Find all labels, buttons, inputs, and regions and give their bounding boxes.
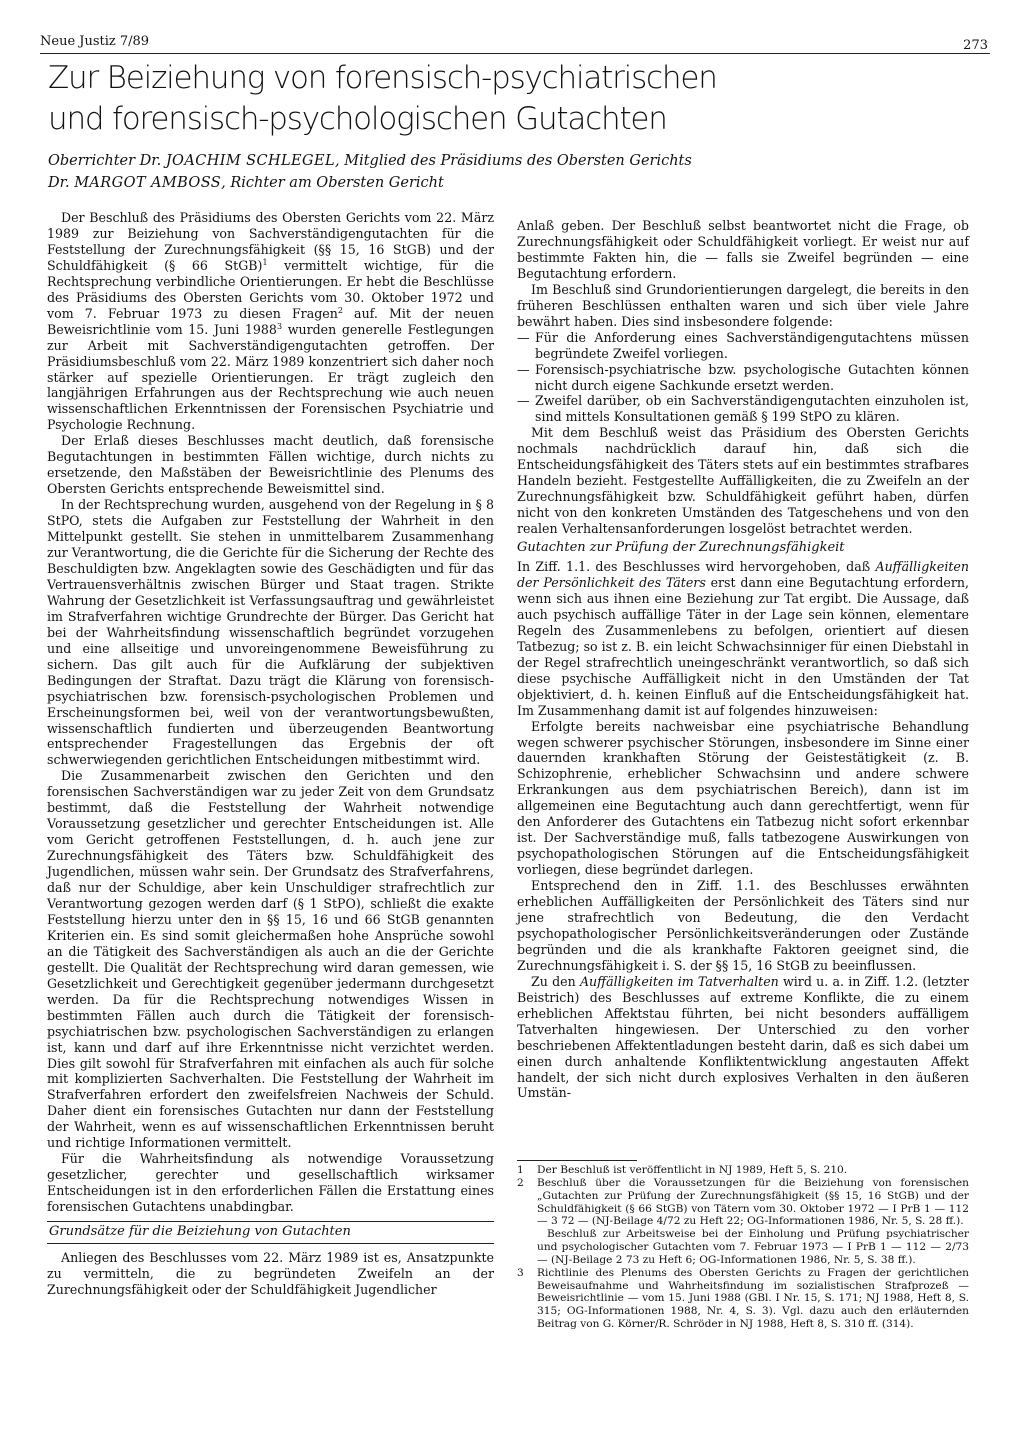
footnote (517, 1267, 969, 1331)
dash-mark: — (517, 329, 530, 345)
footnote (517, 1177, 969, 1228)
footnote (517, 1164, 969, 1177)
paragraph (517, 559, 969, 719)
paragraph-text: auf. Mit der neuen Beweisrichtlinie vom 15. Juni 1988 (47, 305, 494, 337)
dash-mark: — (517, 361, 530, 377)
author-1-name: JOACHIM SCHLEGEL (165, 153, 336, 169)
paragraph-text: Der Beschluß des Präsidiums des Obersten Gerichts vom 22. März 1989 zur Beiziehung von Sachverständigengutachten für die Feststellung der Zurechnungsfähigkeit (§§ 15, 16 StGB) und der Schuldfähigkeit (§ 66 StGB) (47, 210, 494, 273)
footnote-text: Der Beschluß ist veröffentlicht in NJ 1989, Heft 5, S. 210. (537, 1164, 848, 1176)
list-item (517, 330, 969, 362)
emphasis-text: Auffälligkeiten im Tatverhalten (579, 973, 779, 989)
paragraph: Anlaß geben. Der Beschluß selbst beantwortet nicht die Frage, ob Zurechnungsfähigkeit oder Schuldfähigkeit vorliegt. Er weist nur auf bestimmte Fakten hin, die — falls sie Zweifel begründen — eine Begutachtung erfordern. (517, 218, 969, 281)
footnote-rule (517, 1160, 637, 1161)
author-1 (48, 150, 968, 172)
footnote-ref: 2 (337, 305, 343, 315)
paragraph (47, 210, 494, 433)
paragraph: Erfolgte bereits nachweisbar eine psychiatrische Behandlung wegen schwerer psychischer Störungen, insbesondere im Sinne einer dauernden krankhaften Störung der Geistestätigkeit (z. B. Schizophrenie, erheblicher Schwachsinn und andere schwere Erkrankungen aus dem psychiatrischen Bereich), dann ist im allgemeinen eine Begutachtung auch dann gerechtfertigt, wenn für den Anforderer des Gutachtens ein Tatbezug nicht sofort erkennbar ist. Der Sachverständige muß, falls tatbezogene Auswirkungen von psychopathologischen Störungen auf die Entscheidungsfähigkeit vorliegen, diese begründet darlegen. (517, 718, 969, 878)
paragraph: Im Beschluß sind Grundorientierungen dargelegt, die bereits in den früheren Beschlüssen enthalten waren und sich über viele Jahre bewährt haben. Dies sind insbesondere folgende: (517, 281, 969, 329)
article-title (48, 58, 968, 140)
list-item-text: Zweifel darüber, ob ein Sachverständigengutachten einzuholen ist, sind mittels Konsultationen gemäß § 199 StPO zu klären. (535, 393, 969, 425)
paragraph-text: erst dann eine Begutachtung erfordern, wenn sich aus ihnen eine Beziehung zur Tat ergibt. Die Aussage, daß auch psychisch auffällige Täter in der Lage sein können, elementare Regeln des Zusammenlebens zu befolgen, orientiert auf diesen Tatbezug; so ist z. B. ein leicht Schwachsinniger für einen Diebstahl in der Regel strafrechtlich uneingeschränkt verantwortlich, so daß sich diese psychische Auffälligkeit nicht in den Umständen der Tat objektiviert, d. h. keinen Einfluß auf die Entscheidungsfähigkeit hat. Im Zusammenhang damit ist auf folgendes hinzuweisen: (517, 574, 969, 718)
right-column (517, 218, 969, 1101)
footnote-ref: 3 (276, 321, 283, 331)
author-2-role: , Richter am Obersten Gericht (221, 175, 444, 191)
paragraph: Anliegen des Beschlusses vom 22. März 1989 ist es, Ansatzpunkte zu vermitteln, die zu begründeten Zweifeln an der Zurechnungsfähigkeit oder der Schuldfähigkeit Jugendlicher (47, 1250, 494, 1297)
footnote-ref: 1 (262, 257, 268, 267)
footnotes (517, 1164, 969, 1331)
dash-mark: — (517, 393, 530, 409)
title-line-1: Zur Beiziehung von forensisch-psychiatrischen (48, 60, 717, 96)
footnote (517, 1228, 969, 1267)
author-block (48, 150, 968, 194)
title-line-2: und forensisch-psychologischen Gutachten (48, 101, 667, 137)
section-heading: Gutachten zur Prüfung der Zurechnungsfähigkeit (517, 540, 845, 556)
paragraph-text: wird u. a. in Ziff. 1.2. (letzter Beistrich) des Beschlusses auf extreme Konflikte, die zu einem erheblichen Affektstau führten, bei nicht besonders auffälligem Tatverhalten hingewiesen. Der Unterschied zu den vorher beschriebenen Affektentladungen besteht darin, daß es sich dabei um einen durch anhaltende Konfliktentwicklung angestauten Affekt handelt, der sich nicht durch explosives Verhalten in den äußeren Umstän- (517, 973, 969, 1101)
paragraph: Der Erlaß dieses Beschlusses macht deutlich, daß forensische Begutachtungen in bestimmten Fällen wichtige, durch nichts zu ersetzende, den Maßstäben der Beweisrichtlinie des Plenums des Obersten Gerichts entsprechende Beweismittel sind. (47, 433, 494, 497)
list-item-text: Für die Anforderung eines Sachverständigengutachtens müssen begründete Zweifel vorliegen. (535, 329, 969, 361)
author-2-title: Dr. (48, 175, 75, 191)
emphasis-text: Auffälligkeiten der Persönlichkeit des Täters (517, 559, 969, 590)
author-2-name: MARGOT AMBOSS (74, 175, 222, 191)
paragraph-text: wurden generelle Festlegungen zur Arbeit mit Sachverständigengutachten getroffen. Der Präsidiumsbeschluß vom 22. März 1989 konzentriert sich daher noch stärker auf spezielle Orientierungen. Er trägt zugleich den langjährigen Erfahrungen aus der Rechtsprechung wie auch neuen wissenschaftlichen Erkenntnissen der Forensischen Psychiatrie und Psychologie Rechnung. (47, 321, 494, 433)
paragraph (517, 974, 969, 1102)
paragraph-text: In Ziff. 1.1. des Beschlusses wird hervorgehoben, daß (517, 559, 876, 575)
section-heading: Grundsätze für die Beiziehung von Gutachten (47, 1221, 494, 1244)
footnote-number: 1 (517, 1164, 524, 1176)
list-item (517, 362, 969, 394)
footnote-text: Beschluß zur Arbeitsweise bei der Einholung und Prüfung psychiatrischer und psychologischer Gutachten vom 7. Februar 1973 — I PrB 1 — 112 — 2/73 — (NJ-Beilage 2 73 zu Heft 6; OG-Informationen 1986, Nr. 5, S. 38 ff.). (537, 1228, 969, 1266)
author-2 (48, 172, 968, 194)
paragraph: Für die Wahrheitsfindung als notwendige Voraussetzung gesetzlicher, gerechter und gesellschaftlich wirksamer Entscheidungen ist in den erforderlichen Fällen die Erstattung eines forensischen Gutachtens unabdingbar. (47, 1151, 494, 1215)
paragraph-text: vermittelt wichtige, für die Rechtsprechung verbindliche Orientierungen. Er hebt die Beschlüsse des Präsidiums des Obersten Gerichts vom 30. Oktober 1972 und vom 7. Februar 1973 zu diesen Fragen (47, 257, 494, 321)
header-rule (40, 53, 990, 54)
footnote-text: Beschluß über die Voraussetzungen für die Beiziehung von forensischen „Gutachten zur Prüfung der Zurechnungsfähigkeit (§§ 15, 16 StGB) und der Schuldfähigkeit (§ 66 StGB) von Tätern vom 30. Oktober 1972 — I PrB 1 — 112 — 3 72 — (NJ-Beilage 4/72 zu Heft 22; OG-Informationen 1986, Nr. 5, S. 28 ff.). (537, 1176, 969, 1228)
footnote-text: Richtlinie des Plenums des Obersten Gerichts zu Fragen der gerichtlichen Beweisaufnahme und Wahrheitsfindung im sozialistischen Strafprozeß — Beweisrichtlinie — vom 15. Juni 1988 (GBl. I Nr. 15, S. 171; NJ 1988, Heft 8, S. 315; OG-Informationen 1988, Nr. 4, S. 3). Vgl. dazu auch den erläuternden Beitrag von G. Körner/R. Schröder in NJ 1988, Heft 8, S. 310 ff. (314). (537, 1266, 969, 1331)
paragraph: In der Rechtsprechung wurden, ausgehend von der Regelung in § 8 StPO, stets die Aufgaben zur Feststellung der Wahrheit in den Mittelpunkt gestellt. Sie stehen in unmittelbarem Zusammenhang zur Verantwortung, die die Gerichte für die Sicherung der Rechte des Beschuldigten bzw. Angeklagten sowie des Geschädigten und für das Vertrauensverhältnis zwischen Bürger und Staat tragen. Strikte Wahrung der Gesetzlichkeit ist Verfassungsauftrag und gewährleistet im Strafverfahren wichtige Grundrechte der Bürger. Das Gericht hat bei der Wahrheitsfindung wissenschaftlich begründet vorzugehen und eine allseitige und unvoreingenommene Beweisführung zu sichern. Das gilt auch für die Aufklärung der subjektiven Bedingungen der Straftat. Dazu trägt die Klärung von forensisch-psychiatrischen bzw. forensisch-psychologischen Problemen und Erscheinungsformen bei, weil von der verantwortungsbewußten, wissenschaftlich fundierten und überzeugenden Beantwortung entsprechender Fragestellungen das Ergebnis der oft schwerwiegenden gerichtlichen Entscheidungen mitbestimmt wird. (47, 497, 494, 768)
paragraph: Mit dem Beschluß weist das Präsidium des Obersten Gerichts nochmals nachdrücklich darauf hin, daß sich die Entscheidungsfähigkeit des Täters stets auf ein bestimmtes strafbares Handeln bezieht. Festgestellte Auffälligkeiten, die zu Zweifeln an der Zurechnungsfähigkeit bzw. Schuldfähigkeit geführt haben, dürfen nicht von den konkreten Umständen des Tatgeschehens und von den realen Verhaltensanforderungen losgelöst betrachtet werden. (517, 425, 969, 537)
paragraph: Die Zusammenarbeit zwischen den Gerichten und den forensischen Sachverständigen war zu jeder Zeit von dem Grundsatz bestimmt, daß die Feststellung der Wahrheit notwendige Voraussetzung gesetzlicher und gerechter Entscheidungen ist. Alle vom Gericht getroffenen Feststellungen, d. h. auch jene zur Zurechnungsfähigkeit des Täters bzw. Schuldfähigkeit des Jugendlichen, müssen wahr sein. Der Grundsatz des Strafverfahrens, daß nur der Schuldige, aber kein Unschuldiger strafrechtlich zur Verantwortung gezogen werden darf (§ 1 StPO), schließt die exakte Feststellung hierzu unter den in §§ 15, 16 und 66 StGB genannten Kriterien ein. Es sind somit gleichermaßen hohe Ansprüche sowohl an die Tätigkeit des Sachverständigen als auch an die der Gerichte gestellt. Die Qualität der Rechtsprechung wird daran gemessen, wie Gesetzlichkeit und Gerechtigkeit gegenüber jedermann durchgesetzt werden. Da für die Rechtsprechung notwendiges Wissen in bestimmten Fällen auch durch die Tätigkeit der forensisch-psychiatrischen bzw. psychologischen Sachverständigen zu erlangen ist, kann und darf auf ihre Erkenntnisse nicht verzichtet werden. Dies gilt sowohl für Strafverfahren mit einfachen als auch für solche mit komplizierten Sachverhalten. Die Feststellung der Wahrheit im Strafverfahren erfordert den zweifelsfreien Nachweis der Schuld. Daher dient ein forensisches Gutachten nur dann der Feststellung der Wahrheit, wenn es auf wissenschaftlichen Erkenntnissen beruht und richtige Informationen vermittelt. (47, 768, 494, 1151)
list-item-text: Forensisch-psychiatrische bzw. psychologische Gutachten können nicht durch eigene Sachkunde ersetzt werden. (535, 361, 969, 393)
author-1-role: , Mitglied des Präsidiums des Obersten Gerichts (335, 153, 692, 169)
footnote-number: 2 (517, 1176, 524, 1189)
footnote-number: 3 (517, 1266, 524, 1279)
paragraph-text: Zu den (531, 973, 580, 989)
journal-issue: Neue Justiz 7/89 (40, 34, 150, 49)
author-1-title: Oberrichter Dr. (48, 153, 166, 169)
paragraph: Entsprechend den in Ziff. 1.1. des Beschlusses erwähnten erheblichen Auffälligkeiten der Persönlichkeit des Täters sind nur jene strafrechtlich von Bedeutung, die den Verdacht psychopathologischer Persönlichkeitsveränderungen oder Zustände begründen und die als krankhafte Faktoren geeignet sind, die Zurechnungsfähigkeit i. S. der §§ 15, 16 StGB zu beeinflussen. (517, 878, 969, 973)
footnote-number (517, 1228, 537, 1267)
page-number: 273 (963, 38, 988, 53)
list-item (517, 393, 969, 425)
left-column (47, 210, 494, 1298)
